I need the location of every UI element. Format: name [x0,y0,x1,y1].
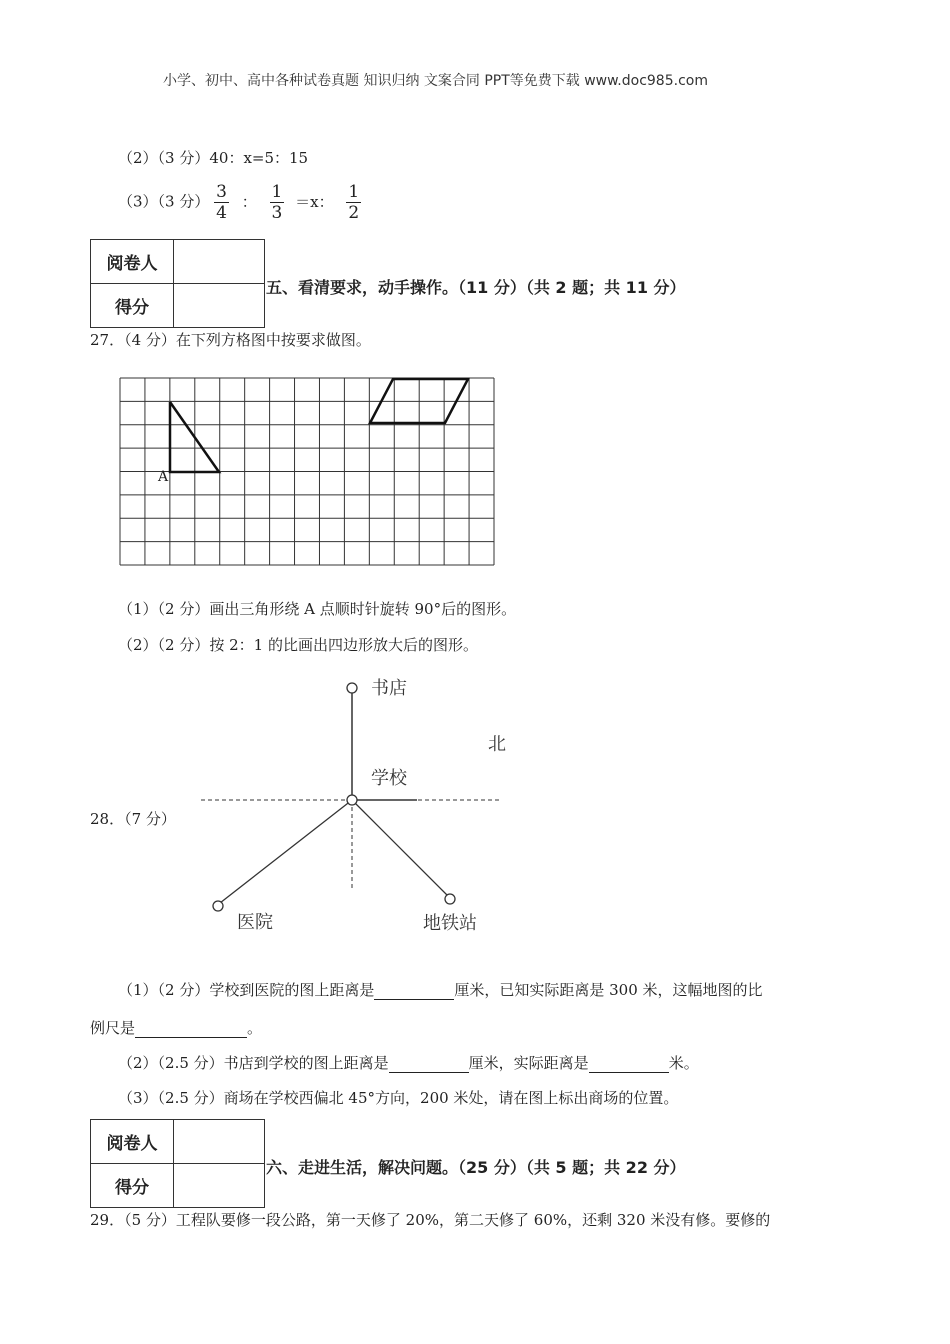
q28-sub-1-cont [90,1017,262,1038]
q26-item-3 [118,182,361,223]
q28-sub-1-text-c: 例尺是 [90,1019,136,1037]
q27-grid-figure [118,376,496,568]
reviewer-field[interactable] [174,1120,265,1164]
q27-sub-1: （1）（2 分）画出三角形绕 A 点顺时针旋转 90°后的图形。 [118,600,517,618]
answer-blank-actual-distance[interactable] [589,1054,669,1073]
subway-label: 地铁站 [423,913,477,934]
fraction-denominator: 4 [216,203,227,223]
reviewer-field[interactable] [174,240,265,284]
q28-sub-1-text-a: （1）（2 分）学校到医院的图上距离是 [118,981,375,999]
hospital-label: 医院 [237,912,273,933]
school-label: 学校 [371,768,407,789]
fraction-numerator: 1 [271,182,283,202]
reviewer-label: 阅卷人 [91,1120,174,1164]
q28-sub-3: （3）（2.5 分）商场在学校西偏北 45°方向，200 米处，请在图上标出商场的位置。 [118,1089,679,1107]
q28-sub-1-text-d: 。 [247,1019,263,1037]
q29-stem: 29．（5 分）工程队要修一段公路，第一天修了 20%，第二天修了 60%，还剩 320 米没有修。要修的 [90,1211,771,1229]
section-5-title: 五、看清要求，动手操作。（11 分）（共 2 题；共 11 分） [266,278,686,297]
fraction-3-4 [214,182,229,223]
q28-sub-2-text-b: 厘米，实际距离是 [468,1054,589,1072]
q27-stem: 27．（4 分）在下列方格图中按要求做图。 [90,331,371,349]
grader-box [90,1119,265,1208]
fraction-numerator: 3 [216,182,227,202]
answer-blank-map-distance-2[interactable] [389,1054,469,1073]
q26-item-2: （2）（3 分）40：x=5：15 [118,149,309,167]
school-point [347,795,357,805]
fraction-1-3 [270,182,285,223]
q26-item-3-prefix: （3）（3 分） [118,192,210,211]
hospital-point [213,901,223,911]
answer-blank-map-distance[interactable] [374,981,454,1000]
reviewer-label: 阅卷人 [91,240,174,284]
q28-sub-2 [118,1052,699,1073]
q28-map-figure [195,670,515,940]
fraction-denominator: 2 [348,203,360,223]
bookstore-point [347,683,357,693]
fraction-numerator: 1 [348,182,360,202]
score-field[interactable] [174,1164,265,1208]
equals-x: ＝x： [295,192,334,211]
score-label: 得分 [91,284,174,328]
score-field[interactable] [174,284,265,328]
q28-stem: 28．（7 分） [90,810,176,828]
q28-sub-1-text-b: 厘米，已知实际距离是 300 米，这幅地图的比 [454,981,763,999]
q27-sub-2: （2）（2 分）按 2：1 的比画出四边形放大后的图形。 [118,636,478,654]
school-subway-line [352,800,448,896]
q28-sub-1 [118,979,763,1000]
fraction-1-2 [346,182,361,223]
subway-point [445,894,455,904]
school-hospital-line [220,800,352,903]
grader-box [90,239,265,328]
north-label: 北 [488,734,506,755]
bookstore-label: 书店 [371,678,407,699]
fraction-denominator: 3 [271,203,283,223]
page-header: 小学、初中、高中各种试卷真题 知识归纳 文案合同 PPT等免费下载 www.doc985.com [163,73,708,89]
ratio-separator: ： [241,192,257,211]
score-label: 得分 [91,1164,174,1208]
q28-sub-2-text-c: 米。 [668,1054,699,1072]
section-6-title: 六、走进生活，解决问题。（25 分）（共 5 题；共 22 分） [266,1158,686,1177]
answer-blank-scale[interactable] [135,1019,247,1038]
point-a-label: A [158,469,169,485]
q28-sub-2-text-a: （2）（2.5 分）书店到学校的图上距离是 [118,1054,389,1072]
